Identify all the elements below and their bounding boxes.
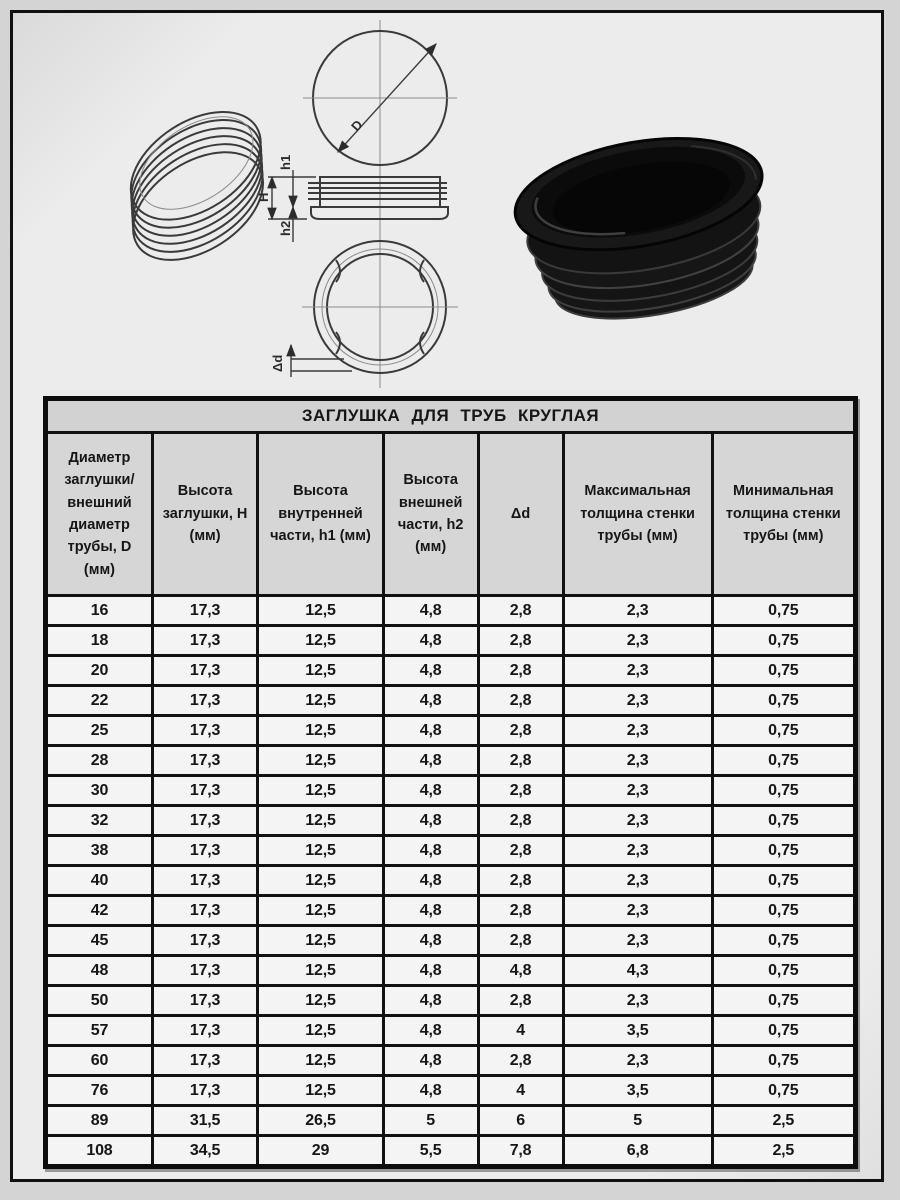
column-header: Высота внешней части, h2 (мм) [383,433,478,596]
table-cell: 2,8 [478,746,563,776]
table-cell: 17,3 [152,776,257,806]
table-cell: 4,8 [383,986,478,1016]
table-cell: 17,3 [152,716,257,746]
table-cell: 17,3 [152,956,257,986]
table-cell: 38 [46,836,153,866]
column-header: Высота заглушки, H (мм) [152,433,257,596]
table-cell: 17,3 [152,896,257,926]
table-cell: 48 [46,956,153,986]
table-cell: 6,8 [563,1136,712,1167]
table-cell: 40 [46,866,153,896]
table-cell: 26,5 [258,1106,384,1136]
diameter-label: D [348,116,366,135]
table-cell: 12,5 [258,686,384,716]
table-cell: 12,5 [258,626,384,656]
table-row [46,656,856,686]
table-cell: 4,8 [383,746,478,776]
table-cell: 2,3 [563,926,712,956]
table-cell: 2,3 [563,716,712,746]
table-cell: 2,8 [478,596,563,626]
table-cell: 31,5 [152,1106,257,1136]
table-cell: 4,8 [383,716,478,746]
table-cell: 4,8 [383,596,478,626]
table-row [46,866,856,896]
header-row [46,433,856,596]
table-row [46,1106,856,1136]
table-cell: 0,75 [712,1076,855,1106]
table-cell: 30 [46,776,153,806]
technical-drawing-svg [13,13,881,395]
table-row [46,896,856,926]
table-cell: 0,75 [712,1046,855,1076]
table-cell: 4,8 [478,956,563,986]
table-cell: 12,5 [258,1016,384,1046]
column-header: Высота внутренней части, h1 (мм) [258,433,384,596]
table-cell: 6 [478,1106,563,1136]
product-photo-pipe-cap [506,121,782,336]
table-cell: 0,75 [712,626,855,656]
table-cell: 4,8 [383,836,478,866]
table-cell: 4,8 [383,806,478,836]
table-row [46,986,856,1016]
table-cell: 0,75 [712,866,855,896]
table-cell: 50 [46,986,153,1016]
table-cell: 4,8 [383,1016,478,1046]
table-cell: 2,3 [563,776,712,806]
table-cell: 16 [46,596,153,626]
table-cell: 108 [46,1136,153,1167]
table-cell: 17,3 [152,806,257,836]
table-cell: 2,8 [478,986,563,1016]
table-cell: 17,3 [152,1046,257,1076]
table-cell: 0,75 [712,806,855,836]
table-body [46,596,856,1167]
height-H-label: H [256,192,271,202]
column-header: Максимальная толщина стенки трубы (мм) [563,433,712,596]
table-cell: 29 [258,1136,384,1167]
table-cell: 0,75 [712,956,855,986]
table-cell: 89 [46,1106,153,1136]
table-cell: 7,8 [478,1136,563,1167]
table-cell: 12,5 [258,806,384,836]
table-cell: 2,8 [478,626,563,656]
table-cell: 4,8 [383,656,478,686]
table-cell: 2,3 [563,866,712,896]
table-cell: 4,8 [383,926,478,956]
table-cell: 12,5 [258,956,384,986]
table-cell: 12,5 [258,746,384,776]
table-cell: 12,5 [258,896,384,926]
table-cell: 12,5 [258,926,384,956]
table-cell: 32 [46,806,153,836]
table-cell: 2,8 [478,1046,563,1076]
table-cell: 12,5 [258,1046,384,1076]
height-h2-label: h2 [278,220,293,236]
table-cell: 2,8 [478,806,563,836]
table-cell: 2,8 [478,686,563,716]
table-cell: 5 [383,1106,478,1136]
column-header: Диаметр заглушки/ внешний диаметр трубы, D (мм) [46,433,153,596]
column-header: Минимальная толщина стенки трубы (мм) [712,433,855,596]
table-cell: 2,3 [563,896,712,926]
technical-drawing-area [13,13,881,395]
table-row [46,926,856,956]
column-header: Δd [478,433,563,596]
table-row [46,836,856,866]
spec-table [43,396,858,1169]
table-cell: 0,75 [712,596,855,626]
table-cell: 2,3 [563,1046,712,1076]
table-cell: 4,8 [383,686,478,716]
table-cell: 57 [46,1016,153,1046]
bottom-view [270,241,458,377]
table-cell: 2,8 [478,656,563,686]
table-cell: 4,8 [383,776,478,806]
table-cell: 4,8 [383,866,478,896]
table-cell: 60 [46,1046,153,1076]
table-cell: 0,75 [712,686,855,716]
table-cell: 0,75 [712,1016,855,1046]
table-cell: 0,75 [712,716,855,746]
table-row [46,1016,856,1046]
table-cell: 12,5 [258,986,384,1016]
table-cell: 17,3 [152,1016,257,1046]
table-row [46,806,856,836]
table-cell: 34,5 [152,1136,257,1167]
table-cell: 17,3 [152,626,257,656]
table-cell: 12,5 [258,596,384,626]
table-cell: 17,3 [152,866,257,896]
table-cell: 17,3 [152,656,257,686]
table-row [46,1046,856,1076]
table-cell: 5,5 [383,1136,478,1167]
table-cell: 2,3 [563,986,712,1016]
height-h1-label: h1 [278,154,293,170]
table-cell: 2,3 [563,596,712,626]
table-cell: 4,8 [383,1076,478,1106]
table-cell: 42 [46,896,153,926]
table-cell: 17,3 [152,596,257,626]
table-cell: 0,75 [712,746,855,776]
table-cell: 18 [46,626,153,656]
table-cell: 4,8 [383,956,478,986]
table-cell: 28 [46,746,153,776]
table-cell: 2,5 [712,1136,855,1167]
table-cell: 3,5 [563,1076,712,1106]
isometric-wireframe-cap-view [95,90,300,282]
table-cell: 12,5 [258,716,384,746]
table-cell: 17,3 [152,686,257,716]
table-cell: 12,5 [258,836,384,866]
table-title: ЗАГЛУШКА ДЛЯ ТРУБ КРУГЛАЯ [46,399,856,433]
table-row [46,596,856,626]
table-cell: 0,75 [712,926,855,956]
table-cell: 2,3 [563,746,712,776]
table-cell: 2,8 [478,776,563,806]
table-cell: 2,5 [712,1106,855,1136]
frame-border [10,10,884,1182]
table-cell: 4,8 [383,896,478,926]
table-row [46,776,856,806]
table-cell: 4,3 [563,956,712,986]
table-cell: 45 [46,926,153,956]
table-cell: 3,5 [563,1016,712,1046]
table-cell: 0,75 [712,896,855,926]
delta-d-label: Δd [270,354,285,372]
table-cell: 2,8 [478,716,563,746]
table-cell: 0,75 [712,656,855,686]
table-cell: 12,5 [258,656,384,686]
table-cell: 0,75 [712,776,855,806]
table-cell: 5 [563,1106,712,1136]
table-cell: 17,3 [152,746,257,776]
table-cell: 2,3 [563,626,712,656]
table-cell: 17,3 [152,926,257,956]
table-cell: 76 [46,1076,153,1106]
table-row [46,626,856,656]
table-cell: 4 [478,1016,563,1046]
table-cell: 2,3 [563,806,712,836]
table-cell: 12,5 [258,776,384,806]
table-row [46,956,856,986]
table-cell: 12,5 [258,1076,384,1106]
table-cell: 17,3 [152,986,257,1016]
table-cell: 2,3 [563,656,712,686]
table-cell: 4 [478,1076,563,1106]
table-row [46,746,856,776]
table-cell: 2,8 [478,896,563,926]
table-cell: 0,75 [712,836,855,866]
table-cell: 2,8 [478,926,563,956]
table-cell: 22 [46,686,153,716]
table-cell: 0,75 [712,986,855,1016]
table-cell: 4,8 [383,626,478,656]
side-view [256,155,448,242]
table-cell: 2,3 [563,836,712,866]
table-cell: 2,8 [478,866,563,896]
table-row [46,686,856,716]
table-cell: 17,3 [152,1076,257,1106]
table-cell: 12,5 [258,866,384,896]
table-row [46,1136,856,1167]
table-row [46,1076,856,1106]
table-cell: 4,8 [383,1046,478,1076]
table-cell: 25 [46,716,153,746]
table-cell: 17,3 [152,836,257,866]
table-cell: 2,8 [478,836,563,866]
table-cell: 20 [46,656,153,686]
table-cell: 2,3 [563,686,712,716]
table-row [46,716,856,746]
